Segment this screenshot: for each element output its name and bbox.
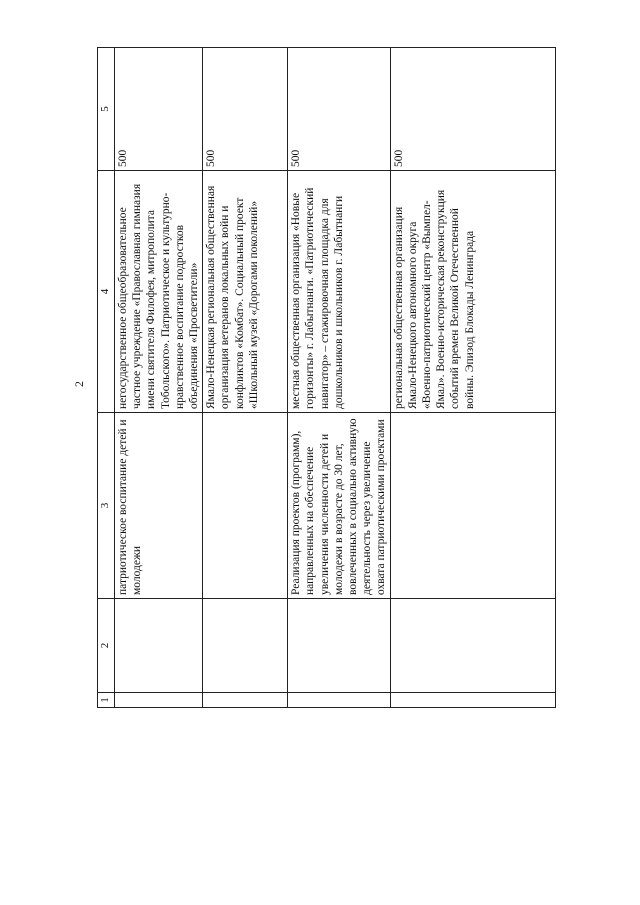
cell-program <box>203 599 288 693</box>
cell-direction: Реализация проектов (программ), направленных на обеспечение увеличения численности детей и молодежи в возрасте до 30 лет, вовлеченных в социально активную деятельность через увеличение охвата патриотическими проектами <box>288 413 390 599</box>
cell-amount: 500 <box>203 48 288 171</box>
cell-organization: Ямало-Ненецкая региональная общественная организация ветеранов локальных войн и конфликтов «Комбат». Социальный проект «Школьный музей «Дорогами поколений» <box>203 171 288 413</box>
cell-number <box>390 693 555 708</box>
table-row <box>115 48 203 708</box>
cell-organization: негосударственное общеобразовательное частное учреждение «Православная гимназия имени святителя Филофея, митрополита Тобольского». Патриотическое и культурно-нравственное воспитание подростков объединения «Просветители» <box>115 171 203 413</box>
cell-program <box>288 599 390 693</box>
cell-organization: местная общественная организация «Новые горизонты» г. Лабытнанги. «Патриотический навигатор» – стажировочная площадка для дошкольников и школьников г. Лабытнанги <box>288 171 390 413</box>
cell-number <box>203 693 288 708</box>
cell-organization: региональная общественная организация Ямало-Ненецкого автономного округа «Военно-патриотический центр «Вымпел-Ямал». Военно-историческая реконструкция событий времен Великой Отечественной войны. Эпизод Блокады Ленинграда <box>390 171 555 413</box>
header-cell-1: 1 <box>98 693 115 708</box>
funding-table <box>97 47 556 708</box>
table-row <box>390 48 555 708</box>
header-cell-3: 3 <box>98 413 115 599</box>
table-row <box>288 48 390 708</box>
cell-direction <box>203 413 288 599</box>
cell-number <box>115 693 203 708</box>
rotated-table-wrapper <box>97 48 527 708</box>
table-row <box>203 48 288 708</box>
cell-direction <box>390 413 555 599</box>
cell-program <box>115 599 203 693</box>
cell-amount: 500 <box>390 48 555 171</box>
cell-direction: патриотическое воспитание детей и молодежи <box>115 413 203 599</box>
header-cell-5: 5 <box>98 48 115 171</box>
cell-program <box>390 599 555 693</box>
page-number: 2 <box>72 381 86 387</box>
header-cell-4: 4 <box>98 171 115 413</box>
header-cell-2: 2 <box>98 599 115 693</box>
cell-number <box>288 693 390 708</box>
table-header-row <box>98 48 115 708</box>
cell-amount: 500 <box>288 48 390 171</box>
cell-amount: 500 <box>115 48 203 171</box>
